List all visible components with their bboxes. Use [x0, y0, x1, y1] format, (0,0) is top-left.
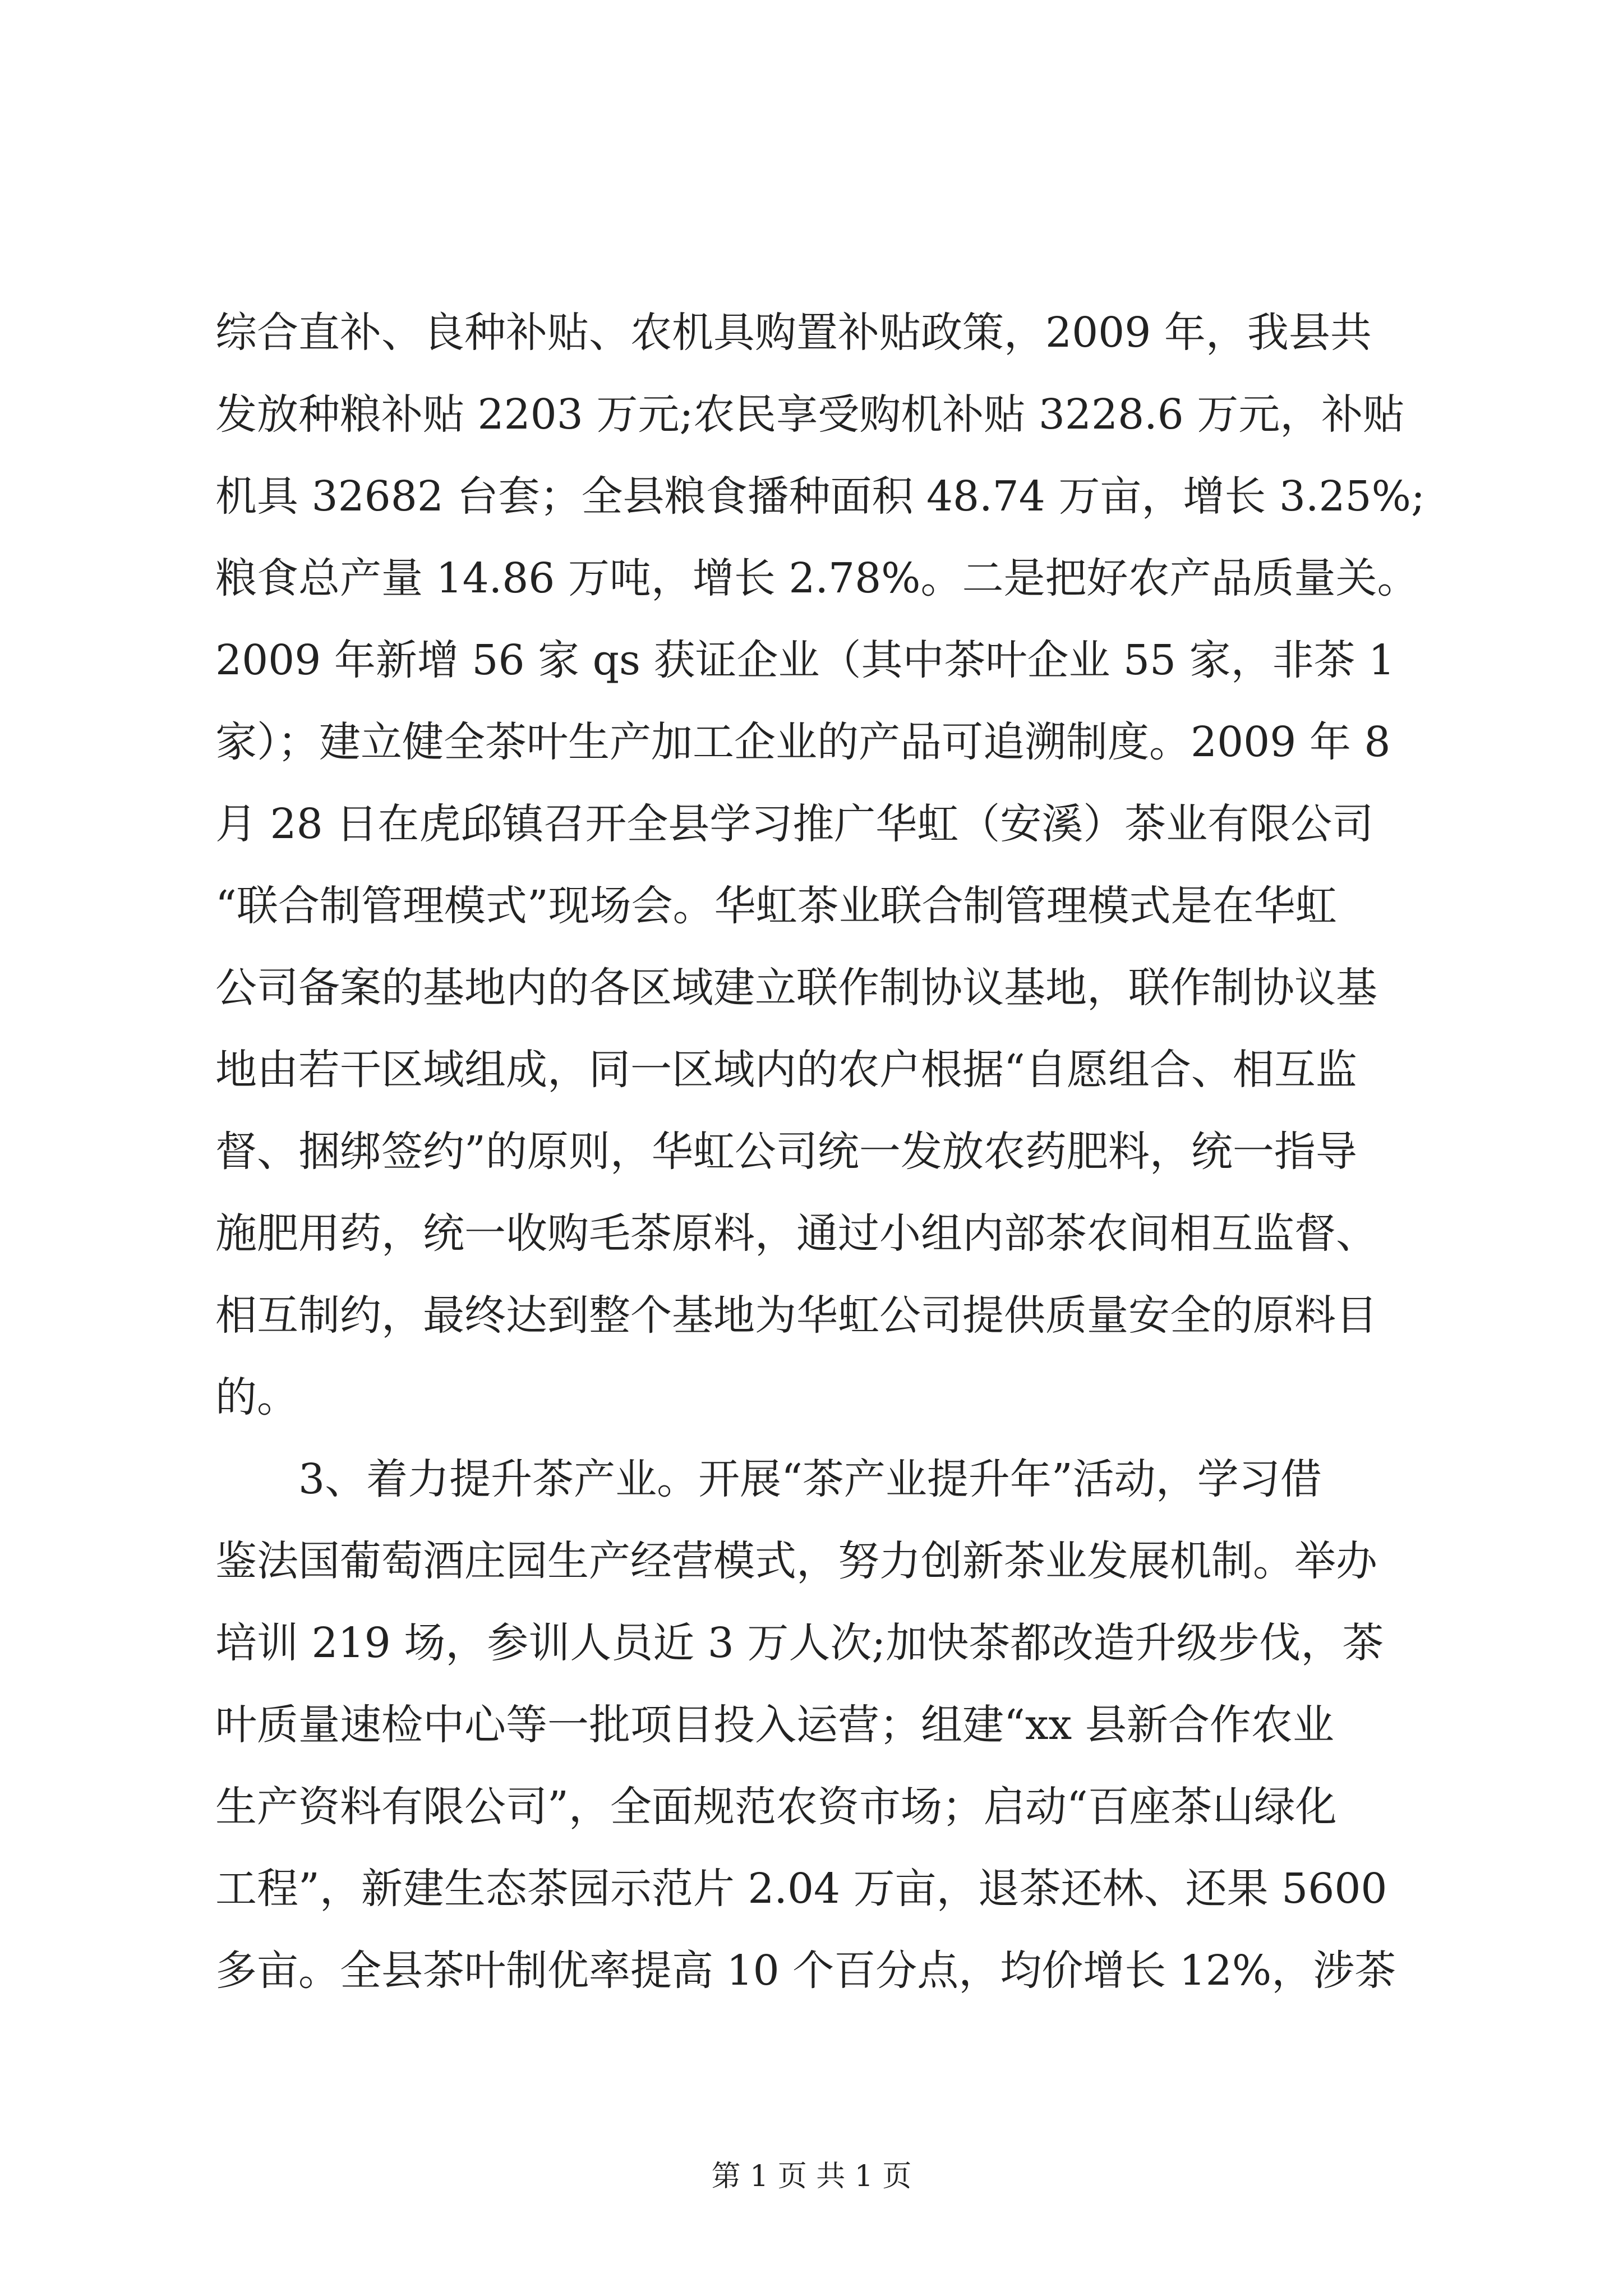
text-line-18: 叶质量速检中心等一批项目投入运营；组建“xx 县新合作农业 — [215, 1701, 1334, 1749]
text-line-3: 机具 32682 台套；全县粮食播种面积 48.74 万亩，增长 3.25%; — [215, 472, 1425, 521]
text-line-1: 综合直补、良种补贴、农机具购置补贴政策，2009 年，我县共 — [215, 309, 1372, 357]
page-footer: 第 1 页 共 1 页 — [711, 2160, 912, 2193]
text-line-19: 生产资料有限公司”，全面规范农资市场；启动“百座茶山绿化 — [215, 1783, 1337, 1831]
text-line-21: 多亩。全县茶叶制优率提高 10 个百分点，均价增长 12%，涉茶 — [215, 1947, 1396, 1995]
text-line-2: 发放种粮补贴 2203 万元;农民享受购机补贴 3228.6 万元，补贴 — [215, 390, 1405, 439]
text-line-8: “联合制管理模式”现场会。华虹茶业联合制管理模式是在华虹 — [215, 882, 1337, 930]
text-line-4: 粮食总产量 14.86 万吨，增长 2.78%。二是把好农产品质量关。 — [215, 554, 1419, 602]
text-line-15: 3、着力提升茶产业。开展“茶产业提升年”活动，学习借 — [298, 1455, 1322, 1503]
text-line-17: 培训 219 场，参训人员近 3 万人次;加快茶都改造升级步伐，茶 — [215, 1619, 1384, 1667]
text-line-10: 地由若干区域组成，同一区域内的农户根据“自愿组合、相互监 — [215, 1046, 1357, 1094]
text-line-9: 公司备案的基地内的各区域建立联作制协议基地，联作制协议基 — [215, 964, 1377, 1012]
text-line-6: 家）；建立健全茶叶生产加工企业的产品可追溯制度。2009 年 8 — [215, 718, 1391, 766]
text-line-11: 督、捆绑签约”的原则，华虹公司统一发放农药肥料，统一指导 — [215, 1128, 1357, 1176]
text-line-12: 施肥用药，统一收购毛茶原料，通过小组内部茶农间相互监督、 — [215, 1209, 1377, 1258]
text-line-13: 相互制约，最终达到整个基地为华虹公司提供质量安全的原料目 — [215, 1291, 1377, 1340]
text-line-16: 鉴法国葡萄酒庄园生产经营模式，努力创新茶业发展机制。举办 — [215, 1537, 1377, 1585]
text-line-14: 的。 — [215, 1373, 298, 1421]
text-line-20: 工程”，新建生态茶园示范片 2.04 万亩，退茶还林、还果 5600 — [215, 1865, 1387, 1913]
text-line-7: 月 28 日在虎邱镇召开全县学习推广华虹（安溪）茶业有限公司 — [215, 800, 1374, 848]
text-line-5: 2009 年新增 56 家 qs 获证企业（其中茶叶企业 55 家，非茶 1 — [215, 636, 1395, 684]
document-body — [215, 292, 1425, 2012]
